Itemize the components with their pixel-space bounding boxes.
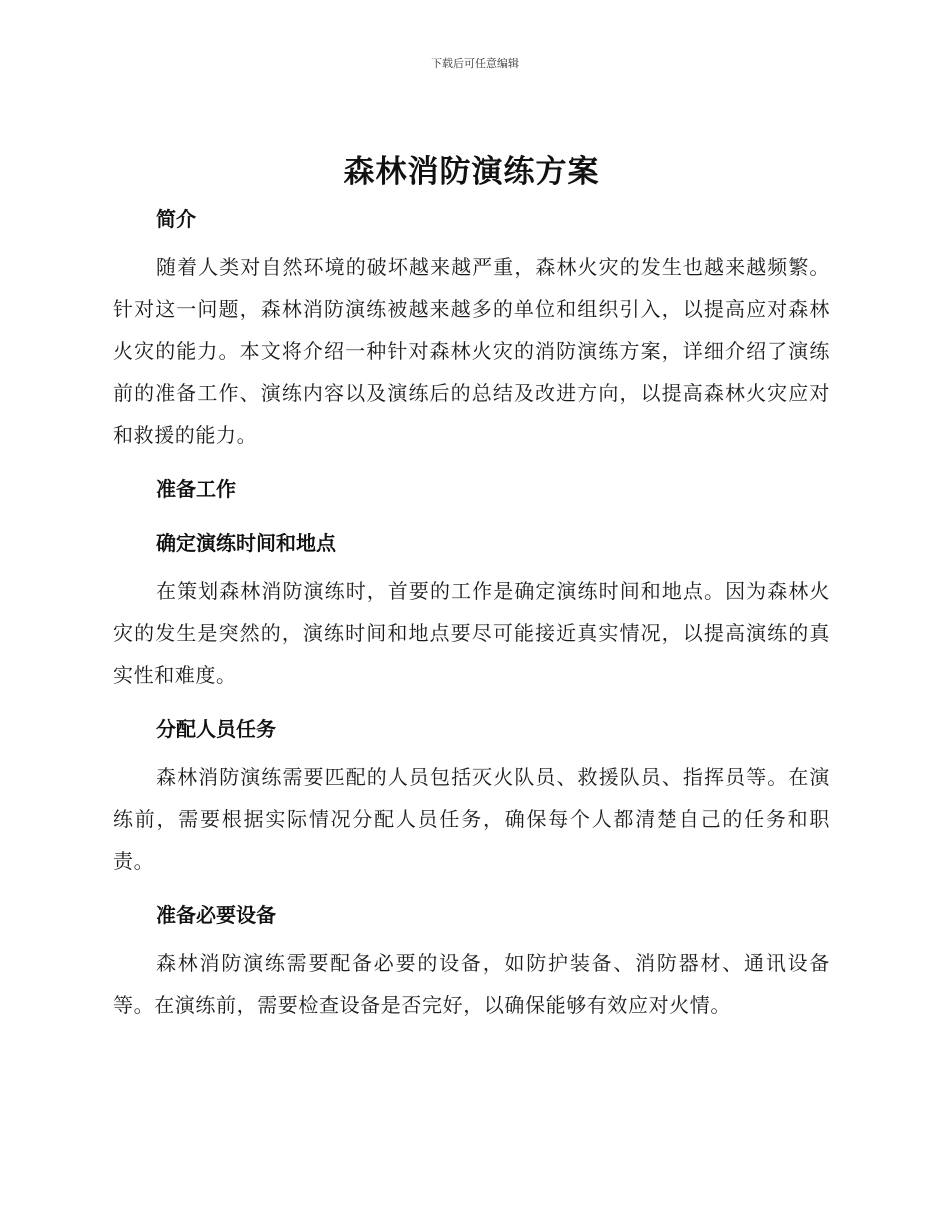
subheading-staff-tasks: 分配人员任务 <box>156 717 276 741</box>
section-heading-preparation: 准备工作 <box>156 477 236 501</box>
document-body <box>113 150 830 1026</box>
paragraph-time-location: 在策划森林消防演练时，首要的工作是确定演练时间和地点。因为森林火灾的发生是突然的，演练时间和地点要尽可能接近真实情况，以提高演练的真实性和难度。 <box>113 579 830 687</box>
subheading-time-location: 确定演练时间和地点 <box>156 531 336 555</box>
subheading-equipment: 准备必要设备 <box>156 903 276 927</box>
paragraph-intro: 随着人类对自然环境的破坏越来越严重，森林火灾的发生也越来越频繁。针对这一问题，森林消防演练被越来越多的单位和组织引入，以提高应对森林火灾的能力。本文将介绍一种针对森林火灾的消防演练方案，详细介绍了演练前的准备工作、演练内容以及演练后的总结及改进方向，以提高森林火灾应对和救援的能力。 <box>113 255 830 447</box>
paragraph-equipment: 森林消防演练需要配备必要的设备，如防护装备、消防器材、通讯设备等。在演练前，需要检查设备是否完好，以确保能够有效应对火情。 <box>113 951 830 1017</box>
document-title: 森林消防演练方案 <box>343 154 600 190</box>
header-note: 下载后可任意编辑 <box>431 57 519 70</box>
section-heading-intro: 简介 <box>156 207 196 231</box>
paragraph-staff-tasks: 森林消防演练需要匹配的人员包括灭火队员、救援队员、指挥员等。在演练前，需要根据实际情况分配人员任务，确保每个人都清楚自己的任务和职责。 <box>113 765 830 873</box>
